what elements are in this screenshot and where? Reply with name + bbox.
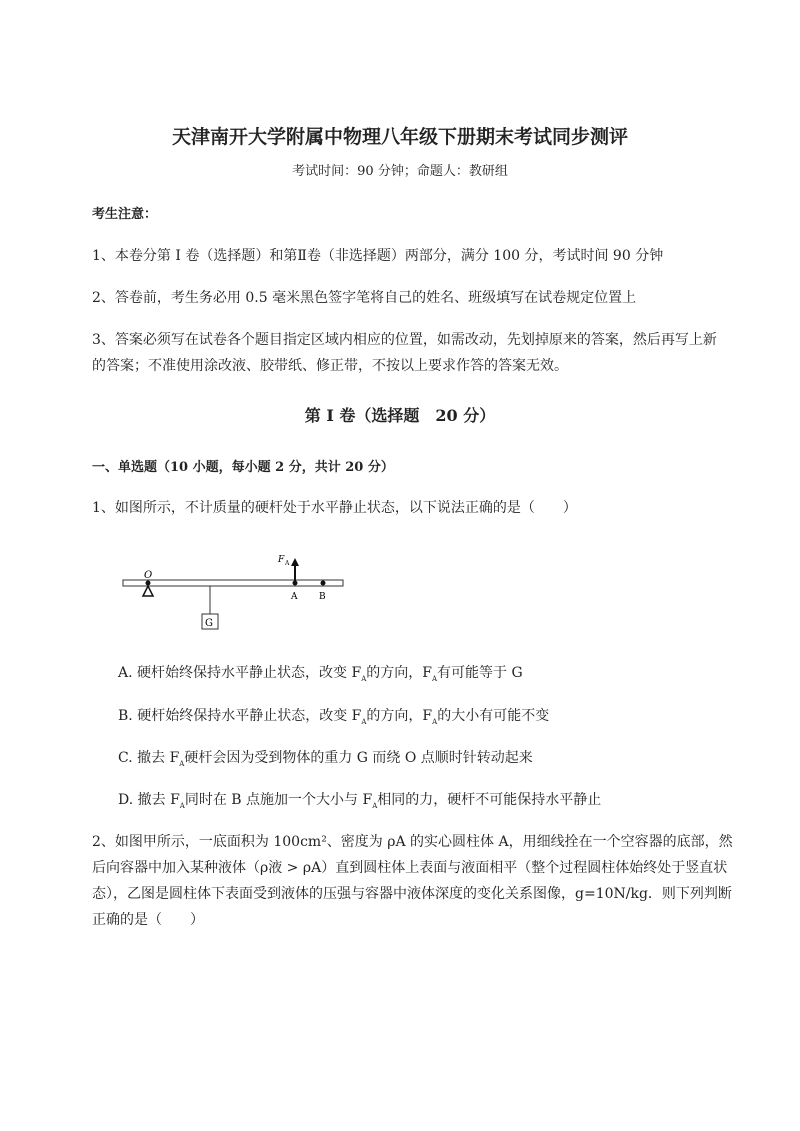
arrow-head-icon	[291, 558, 299, 566]
option-d[interactable]: D. 撤去 $F_A$同时在 B 点施加一个大小与 $F_A$相同的力，硬杆不可能保持水平静止	[118, 792, 602, 810]
label-f-sub: A	[285, 560, 290, 567]
q2-line-4: 正确的是（ ）	[92, 912, 204, 928]
lever-figure	[118, 548, 348, 633]
label-b: B	[319, 592, 326, 602]
notice-heading: 考生注意：	[92, 207, 158, 222]
fulcrum-icon	[143, 586, 153, 596]
option-a[interactable]: A. 硬杆始终保持水平静止状态，改变 $F_A$的方向，$F_A$有可能等于 G	[118, 665, 523, 683]
q1-stem: 1、如图所示，不计质量的硬杆处于水平静止状态，以下说法正确的是（ ）	[92, 500, 577, 516]
label-a: A	[291, 592, 298, 602]
q2-line-1: 2、如图甲所示，一底面积为 100cm²、密度为 ρA 的实心圆柱体 A，用细线拴在一个空容器的底部，然	[92, 834, 733, 850]
notice-2: 2、答卷前，考生务必用 0.5 毫米黑色签字笔将自己的姓名、班级填写在试卷规定位置上	[92, 290, 637, 306]
q2-line-2: 后向容器中加入某种液体（ρ液 > ρA）直到圆柱体上表面与液面相平（整个过程圆柱体始终处于竖直状	[92, 860, 728, 876]
notice-3: 3、答案必须写在试卷各个题目指定区域内相应的位置，如需改动，先划掉原来的答案，然后再写上新	[92, 332, 717, 348]
option-c[interactable]: C. 撤去 $F_A$硬杆会因为受到物体的重力 G 而绕 O 点顺时针转动起来	[118, 750, 533, 768]
label-f: F	[278, 555, 285, 565]
notice-3-cont: 的答案；不准使用涂改液、胶带纸、修正带，不按以上要求作答的答案无效。	[92, 358, 568, 374]
page-title: 天津南开大学附属中物理八年级下册期末考试同步测评	[171, 126, 628, 148]
notice-1: 1、本卷分第 I 卷（选择题）和第Ⅱ卷（非选择题）两部分，满分 100 分，考试时间 90 分钟	[92, 248, 664, 264]
section-title: 第 I 卷（选择题 20 分）	[304, 406, 496, 425]
option-b[interactable]: B. 硬杆始终保持水平静止状态，改变 $F_A$的方向，$F_A$的大小有可能不变	[118, 708, 550, 726]
label-g: G	[205, 618, 213, 629]
q2-line-3: 态），乙图是圆柱体下表面受到液体的压强与容器中液体深度的变化关系图像，g=10N/kg．则下列判断	[92, 886, 732, 902]
part-heading: 一、单选题（10 小题，每小题 2 分，共计 20 分）	[92, 460, 394, 475]
subtitle: 考试时间：90 分钟；命题人：教研组	[292, 164, 508, 179]
label-o: O	[144, 570, 153, 581]
lever-bar	[123, 580, 343, 586]
